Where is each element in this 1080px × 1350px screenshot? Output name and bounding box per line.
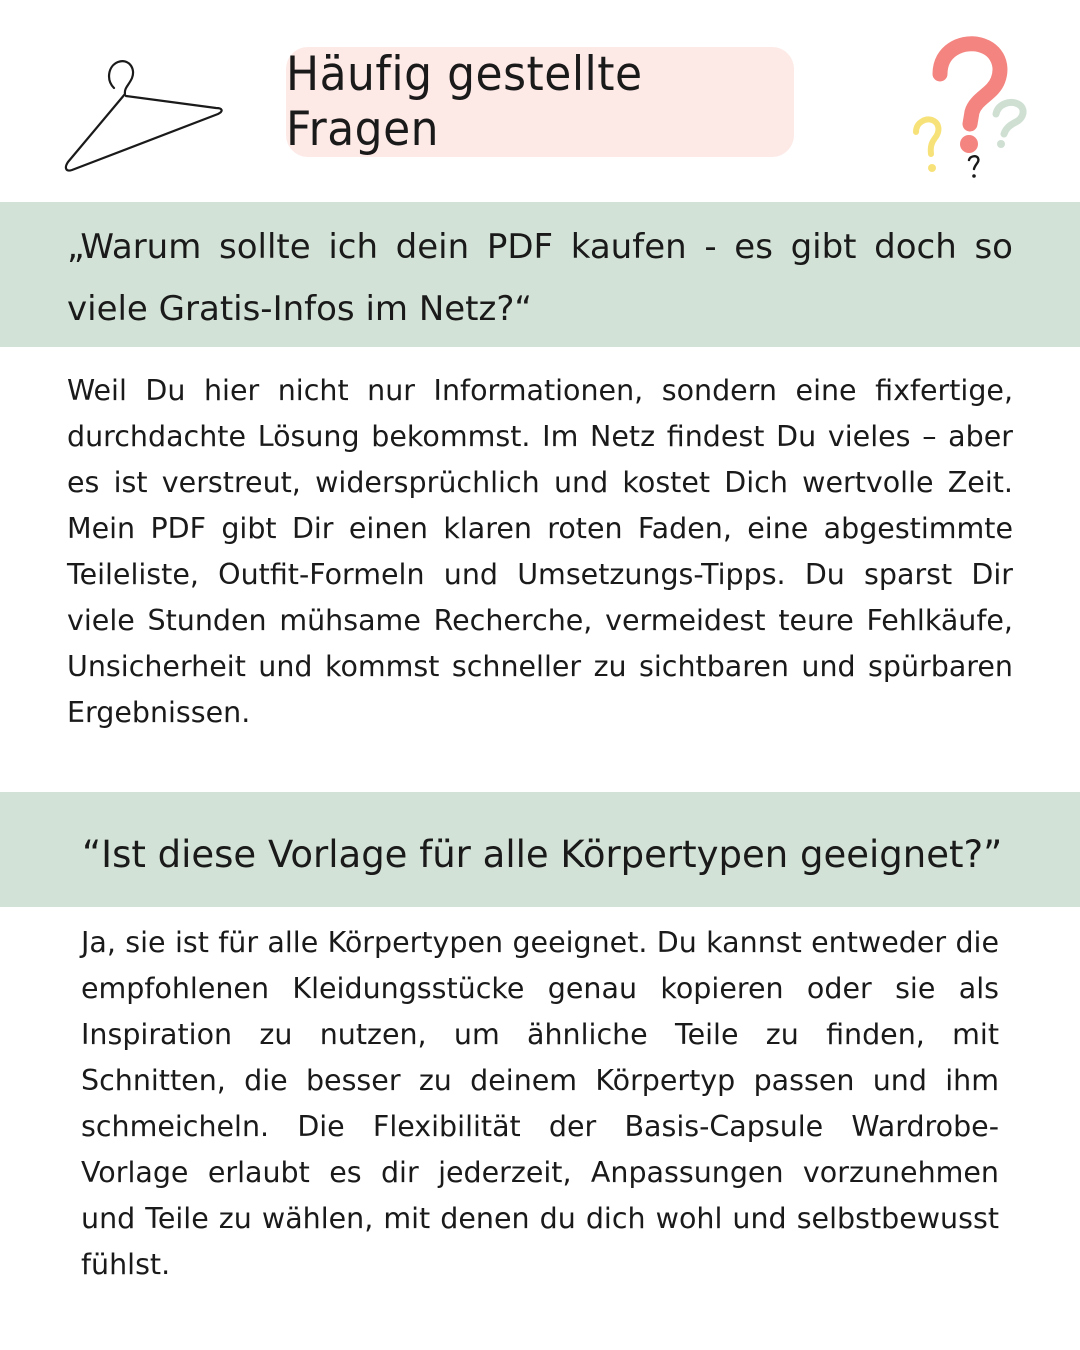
- page-title: Häufig gestellte Fragen: [286, 46, 643, 158]
- faq-answer: Ja, sie ist für alle Körpertypen geeignet. Du kannst entweder die empfohlenen Kleidungsstücke genau kopieren oder sie als Inspiration zu nutzen, um ähnliche Teile zu finden, mit Schnitten, die besser zu deinem Körpertyp passen und ihm schmeicheln. Die Flexibilität der Basis-Capsule Wardrobe-Vorlage erlaubt es dir jederzeit, Anpassungen vorzunehmen und Teile zu wählen, mit denen du dich wohl und selbstbewusst fühlst.: [81, 926, 999, 1281]
- clothes-hanger-icon: [62, 58, 230, 176]
- faq-question: “Ist diese Vorlage für alle Körpertypen geeignet?”: [82, 833, 1003, 876]
- faq-answer: Weil Du hier nicht nur Informationen, sondern eine fixfertige, durchdachte Lösung bekommst. Im Netz findest Du vieles – aber es ist verstreut, widersprüchlich und kostet Dich wertvolle Zeit. Mein PDF gibt Dir einen klaren roten Faden, eine abgestimmte Teileliste, Outfit-Formeln und Umsetzungs-Tipps. Du sparst Dir viele Stunden mühsame Recherche, vermeidest teure Fehlkäufe, Unsicherheit und kommst schneller zu sichtbaren und spürbaren Ergebnissen.: [67, 374, 1013, 729]
- title-box: [286, 47, 794, 157]
- faq-question: „Warum sollte ich dein PDF kaufen - es gibt doch so viele Gratis-Infos im Netz?“: [67, 227, 1013, 329]
- question-marks-icon: [900, 36, 1040, 186]
